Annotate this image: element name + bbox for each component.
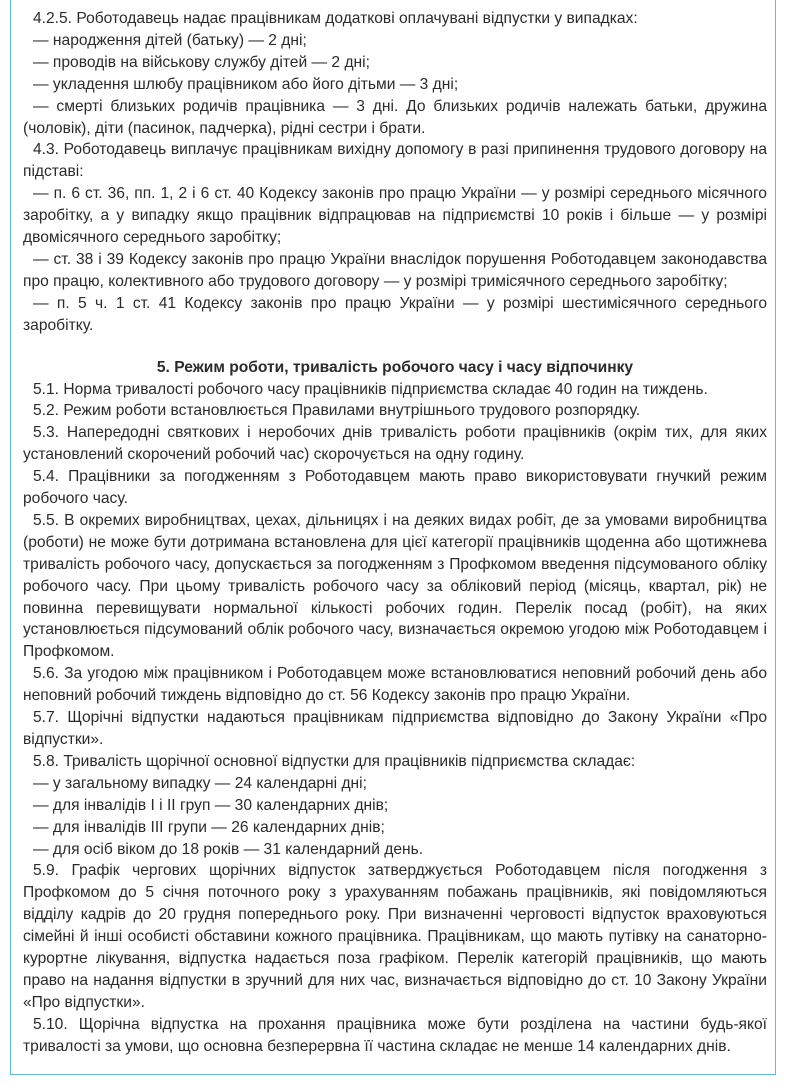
section-5: [23, 357, 767, 1058]
document-body: [23, 8, 767, 1058]
paragraph-4-3: 4.3. Роботодавець виплачує працівникам вихідну допомогу в разі припинення трудового договору на підставі:: [23, 141, 767, 181]
paragraph-5-2: 5.2. Режим роботи встановлюється Правилами внутрішнього трудового розпорядку.: [33, 402, 641, 420]
list-item: — у загальному випадку — 24 календарні дні;: [33, 774, 367, 792]
list-item: — укладення шлюбу працівником або його дітьми — 3 дні;: [33, 75, 459, 93]
paragraph-5-6: 5.6. За угодою між працівником і Роботодавцем може встановлюватися неповний робочий день або неповний робочий тиждень відповідно до ст. 56 Кодексу законів про працю України.: [23, 665, 767, 705]
list-item: — проводів на військову службу дітей — 2 дні;: [33, 53, 370, 71]
section-4-continued: [23, 8, 767, 337]
paragraph-5-9: 5.9. Графік чергових щорічних відпусток затверджується Роботодавцем після погодження з Профкомом до 5 січня поточного року з урахуванням побажань працівників, які повідомляються відділу кадрів до 20 грудня попереднього року. При визначенні черговості відпусток враховуються сімейні й інші особисті обставини кожного працівника. Працівникам, що мають путівку на санаторно-курортне лікування, відпустка надається поза графіком. Перелік категорій працівників, що мають право на надання відпустки в зручний для них час, визначається відповідно до ст. 10 Закону України «Про відпустки».: [23, 862, 767, 1011]
list-item: — для інвалідів III групи — 26 календарних днів;: [33, 818, 385, 836]
list-item: — ст. 38 і 39 Кодексу законів про працю України внаслідок порушення Роботодавцем законодавства про працю, колективного або трудового договору — у розмірі тримісячного середнього заробітку;: [23, 250, 767, 290]
paragraph-5-1: 5.1. Норма тривалості робочого часу працівників підприємства складає 40 годин на тиждень.: [33, 380, 708, 398]
paragraph-5-5: 5.5. В окремих виробництвах, цехах, дільницях і на деяких видах робіт, де за умовами виробництва (роботи) не може бути дотримана встановлена для цієї категорії працівників щоденна або щотижнева тривалість робочого часу, допускається за погодженням з Профкомом введення підсумованого обліку робочого часу. При цьому тривалість робочого часу за обліковий період (місяць, квартал, рік) не повинна перевищувати нормальної кількості робочих годин. Перелік посад (робіт), на яких установлюється підсумований облік робочого часу, визначається окремою угодою між Роботодавцем і Профкомом.: [23, 511, 767, 661]
section-heading: 5. Режим роботи, тривалість робочого часу і часу відпочинку: [156, 358, 634, 376]
paragraph-5-7: 5.7. Щорічні відпустки надаються працівникам підприємства відповідно до Закону України «Про відпустки».: [23, 709, 767, 748]
section-spacer: [23, 337, 767, 357]
paragraph-4-2-5: 4.2.5. Роботодавець надає працівникам додаткові оплачувані відпустки у випадках:: [33, 10, 638, 27]
list-item: — п. 5 ч. 1 ст. 41 Кодексу законів про працю України — у розмірі шестимісячного середнього заробітку.: [23, 294, 767, 334]
list-item: — п. 6 ст. 36, пп. 1, 2 і 6 ст. 40 Кодексу законів про працю України — у розмірі середнього місячного заробітку, а у випадку якщо працівник відпрацював на підприємстві 10 років і більше — у розмірі двомісячного середнього заробітку;: [23, 185, 767, 247]
paragraph-5-10: 5.10. Щорічна відпустка на прохання працівника може бути розділена на частини будь-якої тривалості за умови, що основна безперервна її частина складає не менше 14 календарних днів.: [23, 1015, 767, 1055]
paragraph-5-4: 5.4. Працівники за погодженням з Роботодавцем мають право використовувати гнучкий режим робочого часу.: [23, 468, 767, 508]
paragraph-5-3: 5.3. Напередодні святкових і неробочих днів тривалість роботи працівників (окрім тих, для яких установлений скорочений робочий час) скорочується на одну годину.: [23, 424, 767, 464]
list-item: — смерті близьких родичів працівника — 3 дні. До близьких родичів належать батьки, дружина (чоловік), діти (пасинок, падчерка), рідні сестри і брати.: [23, 97, 767, 137]
list-item: — народження дітей (батьку) — 2 дні;: [33, 31, 307, 49]
list-item: — для осіб віком до 18 років — 31 календарний день.: [33, 840, 424, 858]
paragraph-5-8: 5.8. Тривалість щорічної основної відпустки для працівників підприємства складає:: [33, 752, 636, 770]
list-item: — для інвалідів I і II груп — 30 календарних днів;: [33, 796, 389, 814]
